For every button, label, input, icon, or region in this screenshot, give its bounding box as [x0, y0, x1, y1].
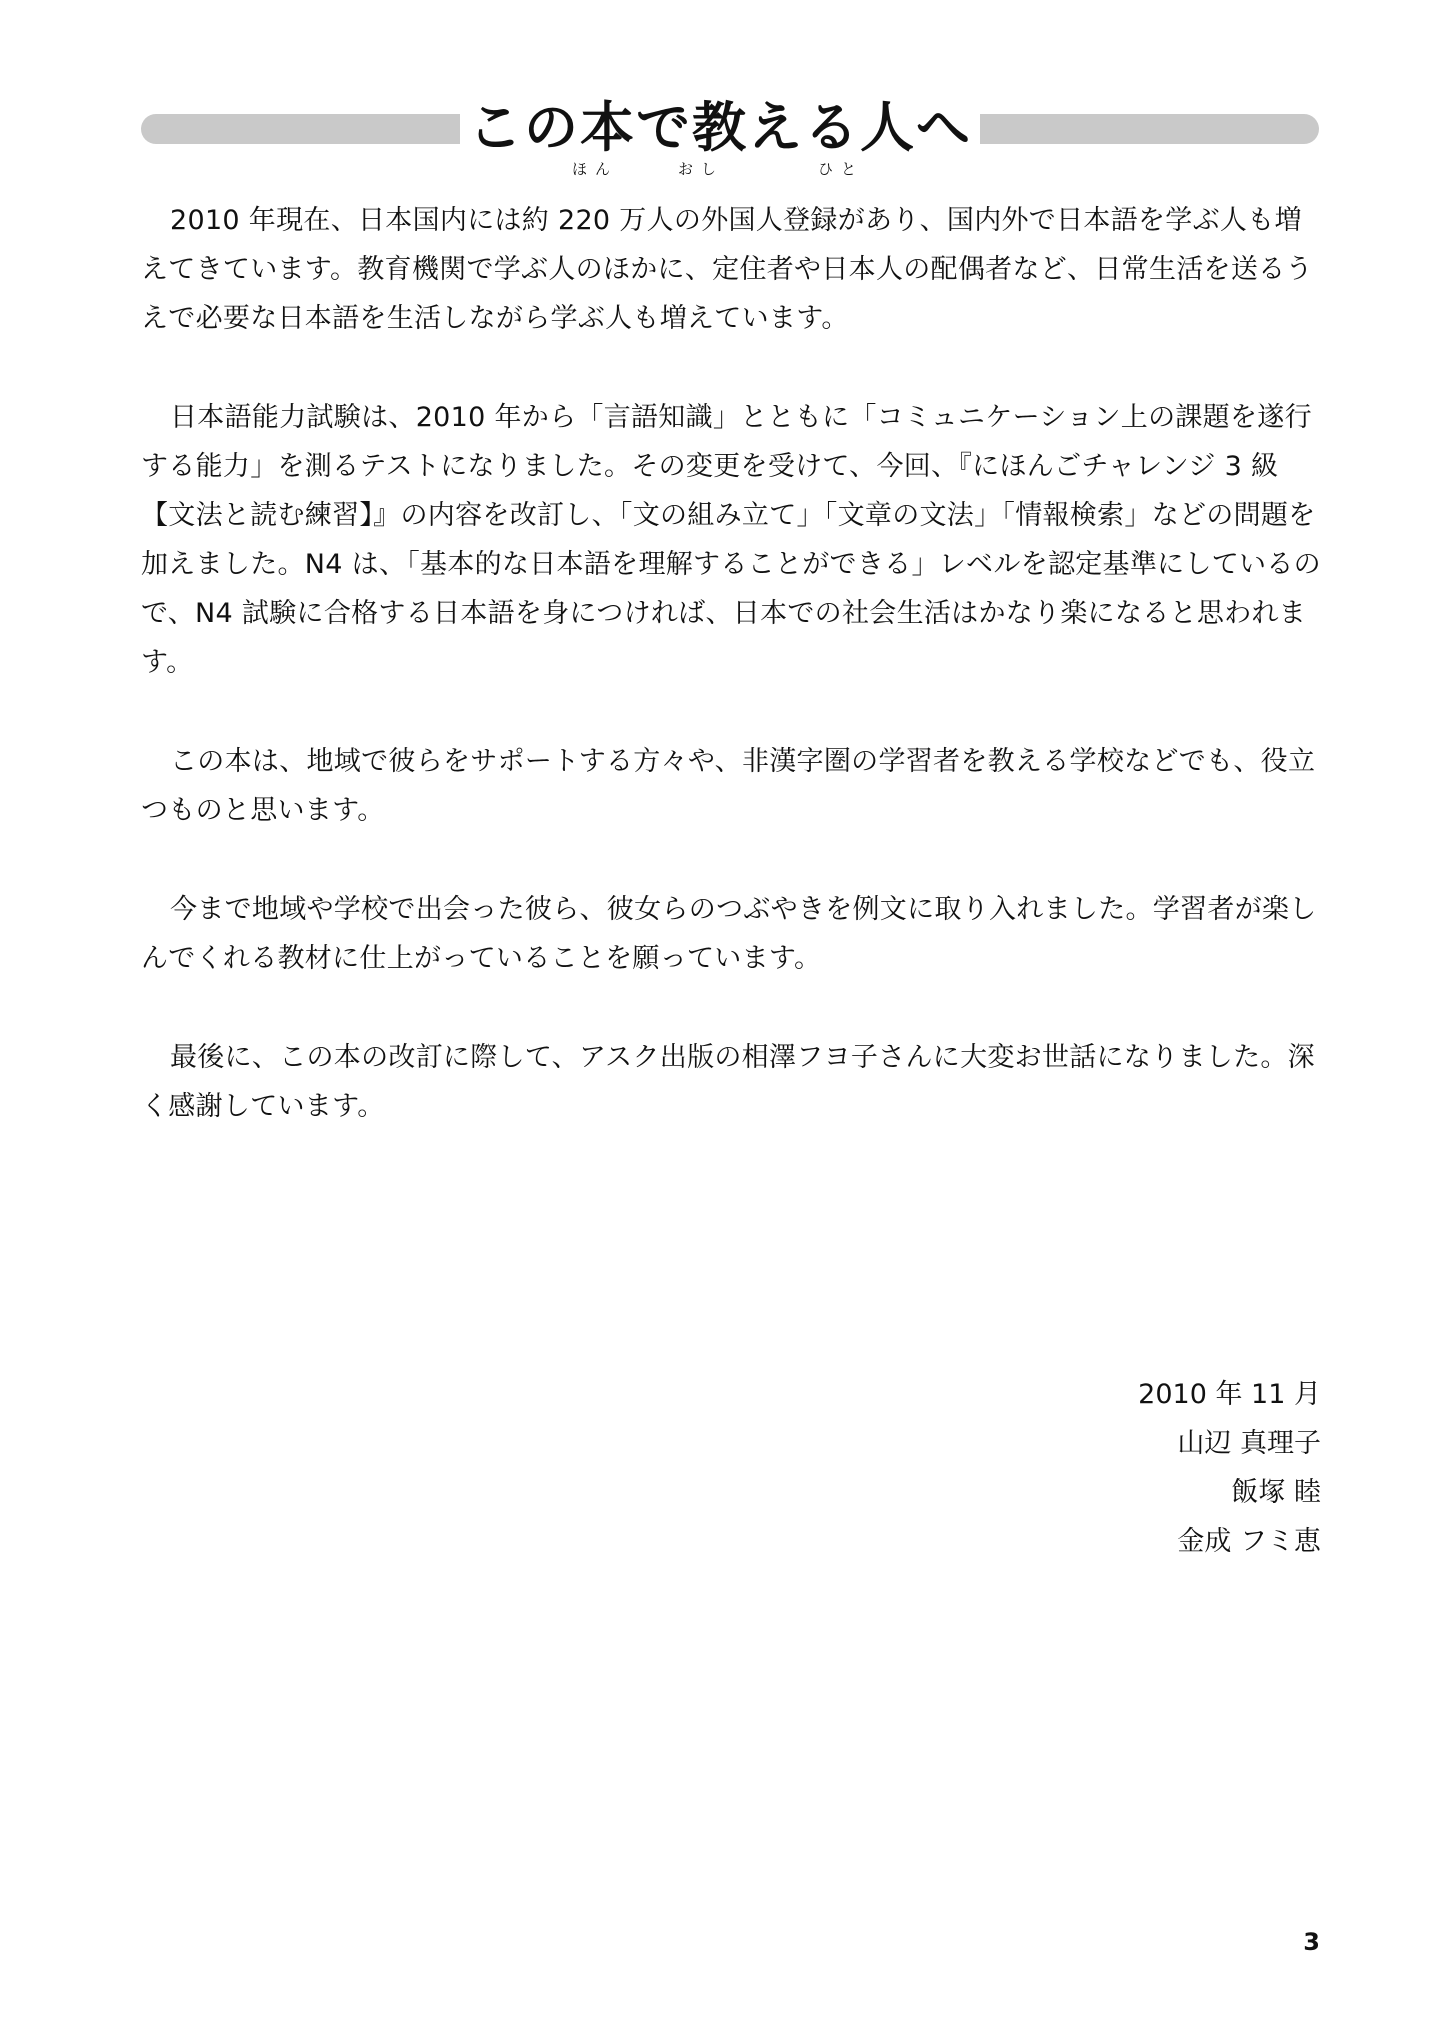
page-title: この本で教える人へ [468, 96, 972, 159]
paragraph-5: 最後に、この本の改訂に際して、アスク出版の相澤フヨ子さんに大変お世話になりました。深く感謝しています。 [141, 1042, 1315, 1122]
page-number: 3 [1303, 1928, 1320, 1956]
ruby-oshi: おし [678, 160, 725, 178]
author-name: 山辺 真理子 [1177, 1428, 1321, 1459]
paragraph-3: この本は、地域で彼らをサポートする方々や、非漢字圏の学習者を教える学校などでも、役立つものと思います。 [141, 746, 1316, 826]
paragraph-4: 今まで地域や学校で出会った彼ら、彼女らのつぶやきを例文に取り入れました。学習者が楽しんでくれる教材に仕上がっていることを願っています。 [141, 894, 1317, 974]
author-name: 飯塚 睦 [1231, 1477, 1321, 1508]
paragraph-2: 日本語能力試験は、2010 年から「言語知識」とともに「コミュニケーション上の課題を遂行する能力」を測るテストになりました。その変更を受けて、今回、『にほんごチャレンジ 3 級【文法と読む練習】』の内容を改訂し、「文の組み立て」「文章の文法」「情報検索」などの問題を加えました。N4 は、「基本的な日本語を理解することができる」レベルを認定基準にしているので、N4 試験に合格する日本語を身につければ、日本での社会生活はかなり楽になると思われます。 [141, 402, 1321, 678]
ruby-hito: ひと [818, 160, 865, 178]
ruby-hon: ほん [572, 160, 619, 178]
paragraph-1: 2010 年現在、日本国内には約 220 万人の外国人登録があり、国内外で日本語を学ぶ人も増えてきています。教育機関で学ぶ人のほかに、定住者や日本人の配偶者など、日常生活を送るうえで必要な日本語を生活しながら学ぶ人も増えています。 [141, 205, 1313, 334]
title-block [460, 96, 980, 186]
author-name: 金成 フミ恵 [1177, 1526, 1321, 1557]
body-text [141, 196, 1321, 1181]
signature-date: 2010 年 11 月 [1138, 1379, 1321, 1410]
signature-block [1138, 1370, 1321, 1566]
title-ruby-row [460, 160, 980, 180]
